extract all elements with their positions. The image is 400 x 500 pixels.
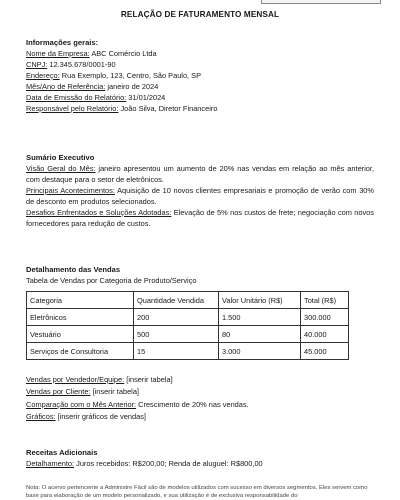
sales-detail-section <box>26 264 374 360</box>
challenges-paragraph: Desafios Enfrentados e Soluções Adotadas: Elevação de 5% nos custos de frete; negociação com novos fornecedores para redução de custos. <box>26 208 374 228</box>
month-overview-paragraph: Visão Geral do Mês: janeiro apresentou um aumento de 20% nas vendas em relação ao mês anterior, com destaque para o setor de eletrônicos. <box>26 164 375 184</box>
sales-by-client-row: Vendas por Cliente: [inserir tabela] <box>26 387 139 397</box>
table-row <box>27 309 349 326</box>
reference-month-row: Mês/Ano de Referência: janeiro de 2024 <box>26 82 159 91</box>
column-header: Valor Unitário (R$) <box>219 292 301 309</box>
responsible-row: Responsável pelo Relatório: João Silva, Diretor Financeiro <box>26 104 218 113</box>
table-header-row <box>27 292 349 309</box>
sales-by-seller-row: Vendas por Vendedor/Equipe: [inserir tabela] <box>26 375 173 384</box>
general-info-section <box>26 37 374 114</box>
sales-extras-section <box>26 374 374 423</box>
table-row <box>27 326 349 343</box>
header-field-box <box>261 0 381 4</box>
table-cell: 45.000 <box>301 343 349 360</box>
company-name-row: Nome da Empresa: ABC Comércio Ltda <box>26 49 157 58</box>
sales-table <box>26 291 349 360</box>
table-row <box>27 343 349 360</box>
cnpj-row: CNPJ: 12.345.678/0001-90 <box>26 60 116 69</box>
general-info-heading: Informações gerais: <box>26 38 99 47</box>
table-cell: 200 <box>134 309 219 326</box>
sales-detail-heading: Detalhamento das Vendas <box>26 265 121 274</box>
additional-revenue-heading: Receitas Adicionais <box>26 448 98 457</box>
footer-note: Nota: O acervo pertencente a Administre Fácil são de modelos utilizados com sucesso em diversos segmentos. Eles servem como base para elaboração de um modelo personalizado, e sua utilização é de exclusiva responsabilidade do <box>26 485 368 499</box>
charts-row: Gráficos: [inserir gráficos de vendas] <box>26 411 146 421</box>
table-cell: 300.000 <box>301 309 349 326</box>
document-title: RELAÇÃO DE FATURAMENTO MENSAL <box>120 10 280 19</box>
table-cell: 3.000 <box>219 343 301 360</box>
table-cell: 15 <box>134 343 219 360</box>
month-comparison-row: Comparação com o Mês Anterior: Crescimento de 20% nas vendas. <box>26 399 249 409</box>
address-row: Endereço: Rua Exemplo, 123, Centro, São Paulo, SP <box>26 71 202 80</box>
table-cell: 500 <box>134 326 219 343</box>
table-cell: 80 <box>219 326 301 343</box>
additional-revenue-section <box>26 447 374 469</box>
table-cell: Eletrônicos <box>27 309 134 326</box>
executive-summary-heading: Sumário Executivo <box>26 153 95 162</box>
table-cell: Vestuário <box>27 326 134 343</box>
table-cell: Serviços de Consultoria <box>27 343 134 360</box>
revenue-detail-row: Detalhamento: Juros recebidos: R$200,00; Renda de aluguel: R$800,00 <box>26 459 263 468</box>
column-header: Quantidade Vendida <box>134 292 219 309</box>
column-header: Total (R$) <box>301 292 349 309</box>
sales-table-caption: Tabela de Vendas por Categoria de Produto/Serviço <box>26 276 197 285</box>
issue-date-row: Data de Emissão do Relatório: 31/01/2024 <box>26 93 166 102</box>
table-cell: 40.000 <box>301 326 349 343</box>
table-cell: 1.500 <box>219 309 301 326</box>
main-events-paragraph: Principais Acontecimentos: Aquisição de 10 novos clientes empresariais e promoção de verão com 30% de desconto em produtos selecionados. <box>26 186 374 206</box>
column-header: Categoria <box>27 292 134 309</box>
executive-summary-section <box>26 152 374 229</box>
